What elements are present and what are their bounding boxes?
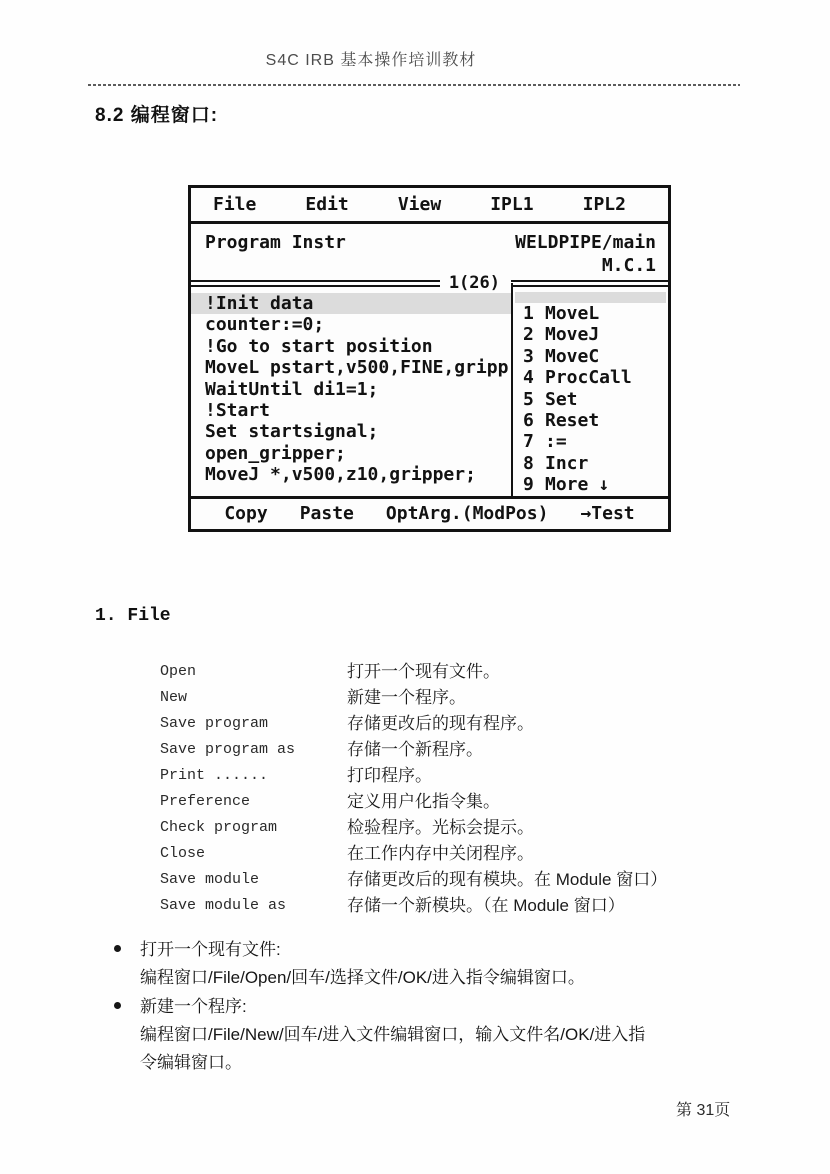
menu-item-ipl2: IPL2 (582, 194, 626, 216)
doc-header-title: S4C IRB 基本操作培训教材 (265, 52, 477, 69)
file-menu-table (160, 659, 760, 919)
instruction-item: 1 MoveL (523, 303, 600, 325)
pendant-title-row (191, 224, 668, 277)
note-line: 编程窗口/File/Open/回车/选择文件/OK/进入指令编辑窗口。 (140, 968, 585, 987)
code-line: counter:=0; (205, 314, 325, 336)
file-section-heading: 1. File (95, 606, 171, 626)
menu-entry-label: Save module as (160, 897, 287, 914)
test-key: →Test (580, 503, 635, 525)
menu-item-file: File (213, 194, 257, 216)
instruction-item: 7 := (523, 431, 567, 453)
double-rule-left (191, 280, 440, 287)
menu-item-edit: Edit (305, 194, 349, 216)
menu-entry-desc: 新建一个程序。 (347, 688, 466, 707)
menu-entry-desc: 检验程序。光标会提示。 (347, 818, 534, 837)
note-title: 新建一个程序: (140, 997, 247, 1016)
function-key-bar (191, 496, 668, 529)
pendant-main-area (191, 274, 668, 496)
menu-entry-label: Save program as (160, 741, 296, 758)
optarg-modpos-key: OptArg.(ModPos) (385, 503, 549, 525)
menu-entry-desc: 打开一个现有文件。 (347, 662, 500, 681)
note-line: 令编辑窗口。 (140, 1053, 242, 1072)
menu-entry-label: Save module (160, 871, 260, 888)
instruction-item: 5 Set (523, 388, 578, 410)
menu-entry-label: Preference (160, 793, 251, 810)
program-name: WELDPIPE/main (515, 232, 656, 254)
menu-entry-desc: 存储一个新模块。（在 Module 窗口） (347, 896, 625, 915)
header-divider (88, 84, 740, 86)
menu-item-ipl1: IPL1 (490, 194, 534, 216)
panel-highlight-strip (515, 292, 666, 303)
menu-entry-desc: 存储更改后的现有程序。 (347, 714, 534, 733)
menu-entry-label: New (160, 689, 188, 706)
menu-item-view: View (397, 194, 442, 216)
menu-entry-desc: 存储一个新程序。 (347, 740, 483, 759)
pendant-body (191, 292, 668, 496)
menu-entry-desc: 在工作内存中关闭程序。 (347, 844, 534, 863)
instruction-item-more: 9 More ↓ (523, 474, 610, 496)
note-item (112, 936, 762, 992)
code-line: MoveJ *,v500,z10,gripper; (205, 464, 476, 486)
program-info (515, 231, 656, 277)
paste-key: Paste (299, 503, 354, 525)
menu-entry-label: Open (160, 663, 197, 680)
note-item (112, 993, 762, 1077)
instruction-item: 6 Reset (523, 410, 600, 432)
instruction-item: 3 MoveC (523, 345, 600, 367)
code-line: MoveL pstart,v500,FINE,gripp (205, 357, 509, 379)
program-code-area (191, 292, 511, 496)
code-line: open_gripper; (205, 442, 346, 464)
scroll-down-icon: ↓ (598, 474, 610, 496)
instruction-item: 8 Incr (523, 452, 589, 474)
menu-entry-desc: 定义用户化指令集。 (347, 792, 500, 811)
note-title: 打开一个现有文件: (140, 940, 281, 959)
panel-separator-line (511, 283, 513, 496)
line-position-indicator: 1(26) (448, 273, 500, 294)
section-heading: 8.2 编程窗口: (95, 105, 219, 126)
menu-entry-label: Save program (160, 715, 269, 732)
position-divider (191, 274, 668, 292)
bullet-icon (114, 945, 121, 952)
window-title: Program Instr (205, 232, 346, 254)
menu-entry-desc: 存储更改后的现有模块。在 Module 窗口） (347, 870, 668, 889)
note-line: 编程窗口/File/New/回车/进入文件编辑窗口，输入文件名/OK/进入指 (140, 1025, 646, 1044)
code-line: !Start (205, 400, 271, 422)
bullet-icon (114, 1002, 121, 1009)
copy-key: Copy (224, 503, 268, 525)
pendant-menu-bar (191, 188, 668, 224)
code-line: WaitUntil di1=1; (205, 378, 379, 400)
instruction-item: 4 ProcCall (523, 367, 632, 389)
menu-entry-label: Check program (160, 819, 278, 836)
instruction-pick-list (511, 292, 666, 496)
teach-pendant-screen (188, 185, 671, 532)
mechanical-unit: M.C.1 (601, 255, 656, 277)
page-number: 第 31页 (676, 1102, 731, 1119)
code-line-selected: !Init data (191, 293, 511, 314)
code-line: Set startsignal; (205, 421, 379, 443)
code-line: !Go to start position (205, 335, 433, 357)
double-rule-right (511, 280, 668, 287)
procedure-notes (112, 936, 762, 1078)
menu-entry-label: Print ...... (160, 767, 269, 784)
menu-entry-desc: 打印程序。 (347, 766, 432, 785)
menu-entry-label: Close (160, 845, 206, 862)
instruction-item: 2 MoveJ (523, 324, 600, 346)
